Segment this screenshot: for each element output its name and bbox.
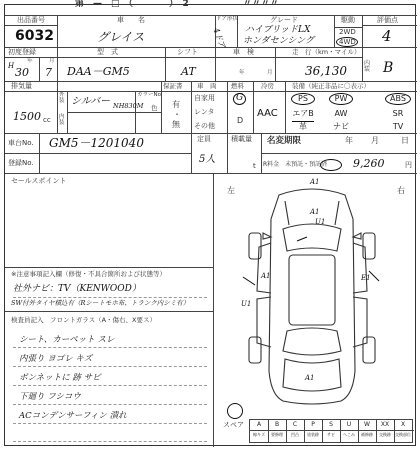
equip-abs: ABS	[390, 94, 406, 103]
owner-opt-rental: レンタ	[194, 108, 215, 116]
interior-label: 内装	[364, 60, 371, 73]
mileage-value: 36,130	[305, 64, 347, 78]
notes-line1: 社外ナビ：TV（KENWOOD）	[13, 284, 141, 294]
legend-code: S	[329, 421, 333, 428]
owner-opt-private: 自家用	[194, 94, 215, 102]
divider	[250, 430, 414, 431]
color-label: 色	[151, 104, 158, 112]
divider	[57, 81, 58, 133]
legend-meaning: へこみ	[343, 432, 355, 437]
note-rule	[13, 366, 207, 367]
inspector-title: 検査員記入 フロントガラス（A・傷右、X要ス）	[11, 316, 157, 324]
color-no: NH830M	[113, 102, 144, 110]
equip-sr: SR	[392, 109, 404, 118]
model-label: 型 式	[97, 48, 118, 56]
legend-code: U	[346, 421, 352, 428]
door-label: ドア形状	[216, 16, 238, 22]
warranty-opt-yes: 有	[172, 100, 180, 109]
transfer-month: 月	[371, 136, 379, 145]
notes-title: ※注意事項記入欄（修復・不具合箇所および状態等）	[11, 270, 166, 278]
equip-ps: PS	[298, 94, 308, 103]
displacement-label: 排気量	[11, 82, 32, 90]
owner-label: 車 両	[197, 82, 217, 90]
legend-meaning: 交換跡	[379, 432, 391, 437]
legend-meaning: サビ	[327, 432, 335, 437]
divider	[362, 47, 363, 81]
load-unit: t	[253, 162, 256, 170]
diagram-left-label: 左	[227, 186, 235, 195]
note-rule	[13, 441, 207, 442]
divider	[285, 81, 286, 133]
diagram-right-label: 右	[397, 186, 405, 195]
equip-pw: PW	[334, 94, 348, 103]
car-name: グレイス	[97, 30, 145, 44]
divider	[39, 57, 40, 81]
divider	[5, 15, 417, 16]
inspector-item: ボンネットに 跡 サビ	[19, 373, 101, 383]
divider	[39, 133, 40, 173]
owner-opt-other: その他	[194, 122, 215, 130]
load-label: 積載量	[231, 135, 252, 143]
chassis-value: GM5－1201040	[49, 136, 144, 150]
score-label: 評価点	[377, 16, 398, 24]
equip-leather: 革	[299, 122, 307, 131]
displacement-unit: cc	[43, 116, 51, 124]
grade-label: グレード	[270, 16, 298, 24]
inspection-month-label: 月	[267, 70, 273, 76]
divider	[213, 173, 214, 447]
legend-meaning: 要修理	[271, 432, 283, 437]
divider	[5, 267, 213, 268]
legend-code: P	[311, 421, 315, 428]
score-value: 4	[382, 27, 392, 45]
divider	[5, 57, 362, 58]
divider	[261, 153, 417, 154]
equip-navi: ナビ	[333, 122, 349, 131]
divider	[67, 112, 161, 113]
divider	[227, 133, 228, 173]
divider	[275, 47, 276, 81]
divider	[57, 15, 58, 47]
legend-code: X	[400, 421, 406, 428]
legend-code: XX	[380, 421, 390, 428]
exterior-label: 外装	[59, 92, 65, 104]
damage-mark: A1	[310, 178, 320, 186]
capacity-value: 5人	[199, 154, 216, 165]
recycle-circle	[320, 159, 342, 171]
legend-meaning: 線キズ	[253, 432, 265, 437]
damage-mark: E1	[361, 274, 371, 282]
divider	[215, 47, 216, 81]
drive-2wd: 2WD	[339, 28, 356, 36]
note-rule	[13, 347, 207, 348]
fuel-alt: D	[237, 116, 244, 125]
transfer-day: 日	[401, 136, 409, 145]
door-value: 4ドア	[211, 26, 228, 50]
color-value: シルバー	[71, 96, 111, 107]
damage-mark: A1	[261, 272, 271, 280]
divider	[57, 47, 58, 81]
divider	[191, 133, 192, 173]
color-no-label: カラーNo.	[137, 92, 163, 98]
shift-value: AT	[181, 65, 196, 78]
inspector-item: シート、カーペット スレ	[19, 335, 115, 345]
inspector-item: 内張り ヨゴレ キズ	[19, 354, 93, 364]
divider	[5, 133, 417, 134]
divider	[191, 81, 192, 133]
first-reg-month-label: 月	[49, 58, 55, 64]
inspector-item: 下廻り フシコウ	[19, 392, 81, 402]
warranty-opt-no: 無	[172, 120, 180, 129]
first-reg-era: H	[8, 62, 15, 70]
damage-mark: A1	[305, 374, 315, 382]
divider	[165, 47, 166, 81]
capacity-label: 定員	[197, 135, 211, 143]
grade-line1: ハイブリッドLX	[245, 25, 311, 35]
interior-score: B	[383, 60, 394, 76]
divider	[5, 25, 57, 26]
inspector-item: ACコンデンサーフィン 潰れ	[19, 411, 127, 421]
spare-label: スペア	[223, 421, 244, 429]
legend-meaning: 交換部位	[395, 432, 411, 437]
inspection-label: 車 検	[233, 48, 254, 56]
divider	[227, 81, 228, 133]
warranty-label: 保証書	[163, 82, 183, 90]
divider	[161, 81, 162, 133]
model-value: DAA－GM5	[67, 65, 130, 78]
divider	[5, 311, 213, 312]
drive-label: 駆動	[341, 16, 355, 24]
chassis-label: 車台No.	[8, 139, 34, 147]
inspection-year-label: 年	[239, 70, 245, 76]
divider	[362, 25, 417, 26]
transfer-year: 年	[345, 136, 353, 145]
first-reg-month: 7	[45, 66, 52, 79]
first-reg-year: 30	[15, 66, 29, 79]
transfer-label: 名変期限	[267, 136, 302, 146]
note-rule	[13, 297, 207, 298]
legend-meaning: 補修跡	[361, 432, 373, 437]
equip-tv: TV	[392, 122, 404, 131]
legend-meaning: 凹凸	[291, 432, 299, 437]
damage-mark: U1	[241, 300, 252, 308]
equip-label: 装備（純正非品に〇表示）	[292, 82, 370, 90]
shift-label: シフト	[177, 48, 198, 56]
fuel-value: G	[236, 93, 244, 103]
warranty-opt-dot: ・	[173, 110, 181, 119]
recycle-amount: 9,260	[353, 157, 385, 170]
damage-mark: U1	[315, 218, 326, 226]
fuel-label: 燃料	[231, 82, 244, 90]
spare-tire-icon	[227, 403, 243, 419]
equip-airbag: エアB	[292, 109, 314, 118]
displacement-value: 1500	[13, 110, 41, 123]
ac-label: 冷房	[261, 82, 274, 90]
note-rule	[13, 385, 207, 386]
stock-label: 出品番号	[17, 16, 45, 24]
damage-mark: A1	[310, 208, 320, 216]
trim-label: 内装	[59, 114, 65, 126]
stock-number: 6032	[15, 28, 54, 44]
auction-sheet	[4, 0, 416, 446]
equip-aw: AW	[334, 109, 348, 118]
divider	[5, 173, 417, 174]
first-reg-year-label: 年	[27, 58, 33, 64]
divider	[261, 133, 262, 173]
divider	[362, 15, 363, 47]
sales-point-title: セールスポイント	[11, 177, 67, 185]
legend-code: B	[274, 421, 280, 428]
header-fragment: 第 — □ （ ） 2 〃〃〃〃	[75, 0, 279, 9]
grade-line2: ホンダセンシング	[243, 36, 315, 46]
recycle-yen: 円	[405, 161, 412, 169]
legend-code: A	[256, 421, 262, 428]
note-rule	[13, 404, 207, 405]
car-name-label: 車 名	[117, 16, 145, 24]
divider	[334, 15, 335, 47]
first-reg-label: 初度登録	[8, 48, 36, 56]
legend-meaning: 塗装跡	[307, 432, 319, 437]
drive-4wd: 4WD	[339, 38, 356, 46]
legend-code: W	[364, 421, 370, 428]
mileage-label: 走 行（km・マイル）	[292, 48, 361, 56]
note-rule	[13, 423, 207, 424]
legend-table	[249, 419, 413, 443]
divider	[253, 81, 254, 133]
ac-value: AAC	[257, 108, 278, 119]
reg-label: 登録No.	[8, 159, 34, 167]
notes-line2: SW付外タイヤ積込有（Rシートモホ布、トランク内シミ有）	[11, 299, 190, 307]
legend-code: C	[292, 421, 298, 428]
divider	[5, 153, 191, 154]
recycle-label: R料金 未預託・預託済	[263, 161, 328, 168]
